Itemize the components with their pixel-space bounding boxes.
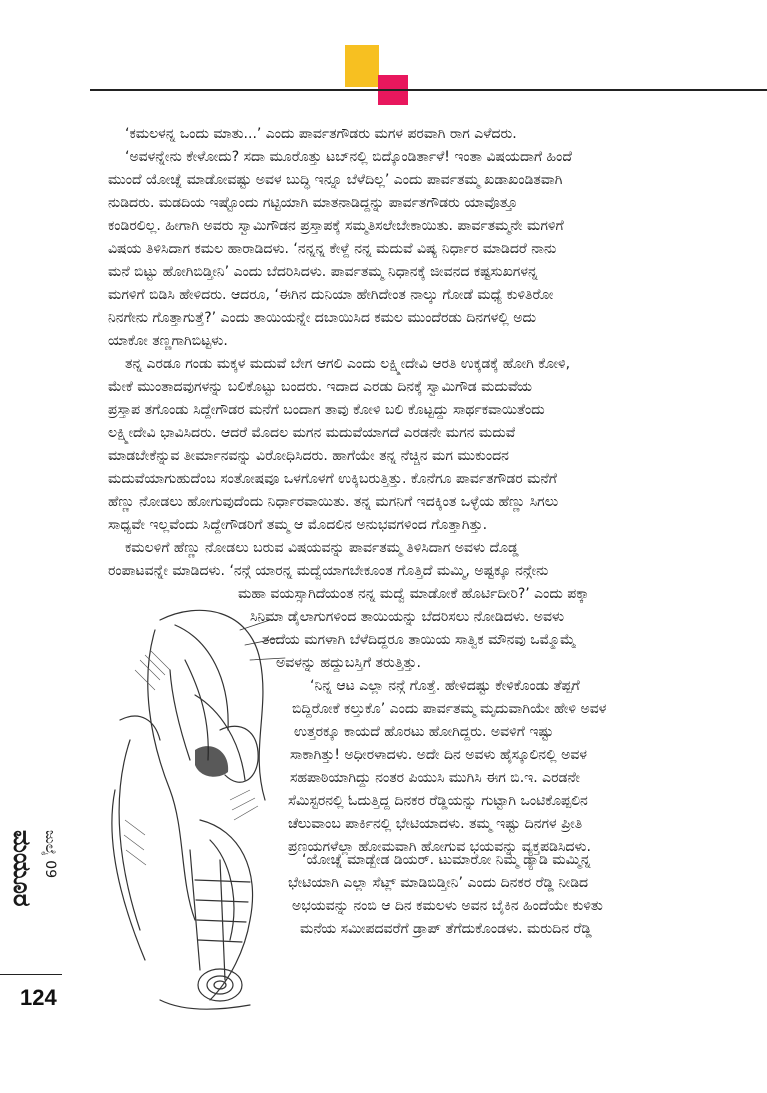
text-line: ಮಗಳಿಗೆ ಬಿಡಿಸಿ ಹೇಳಿದರು. ಆದರೂ, ‘ಈಗಿನ ದುನಿಯಾ ಹೇಗಿದೇಂತ ನಾಲ್ಕು ಗೋಡೆ ಮಧ್ಯೆ ಕುಳಿತಿರೋ xyxy=(108,287,554,303)
header-rule xyxy=(90,89,767,91)
text-line: ನುಡಿದರು. ಮಡದಿಯ ಇಷ್ಟೊಂದು ಗಟ್ಟಿಯಾಗಿ ಮಾತನಾಡಿದ್ದನ್ನು ಪಾರ್ವತಗೌಡರು ಯಾವೊತ್ತೂ xyxy=(108,195,518,211)
text-line: ಕಮಲಳಿಗೆ ಹೆಣ್ಣು ನೋಡಲು ಬರುವ ವಿಷಯವನ್ನು ಪಾರ್ವತಮ್ಮ ತಿಳಿಸಿದಾಗ ಅವಳು ದೊಡ್ಡ xyxy=(125,540,519,556)
text-line: ಯಾಕೋ ತಣ್ಣಗಾಗಿಬಿಟ್ಟಳು. xyxy=(108,333,228,349)
text-line: ಸಾಕಾಗಿತ್ತು! ಅಧೀರಳಾದಳು. ಅದೇ ದಿನ ಅವಳು ಹೈಸ್ಕೂಲಿನಲ್ಲಿ ಅವಳ xyxy=(290,747,587,763)
text-line: ‘ಯೋಚ್ನೆ ಮಾಡ್ಬೇಡ ಡಿಯರ್. ಟುಮಾರೋ ನಿಮ್ಮ ಡ್ಯಾಡಿ ಮಮ್ಮಿನ್ನ xyxy=(302,852,591,868)
text-line: ತಂದೆಯ ಮಗಳಾಗಿ ಬೆಳೆದಿದ್ದರೂ ತಾಯಿಯ ಸಾತ್ವಿಕ ಮೌನವು ಒಮ್ಮೊಮ್ಮೆ xyxy=(262,632,576,648)
text-line: ‘ಅವಳನ್ನೇನು ಕೇಳೋದು? ಸದಾ ಮೂರೊತ್ತು ಟಬ್‌ನಲ್ಲಿ ಬಿದ್ಕೊಂಡಿರ್ತಾಳೆ! ಇಂತಾ ವಿಷಯದಾಗೆ ಹಿಂದೆ xyxy=(125,149,572,165)
issue-date: ಜುಲೈ 09 xyxy=(42,830,58,879)
text-line: ಸಹಪಾಠಿಯಾಗಿದ್ದು ನಂತರ ಪಿಯುಸಿ ಮುಗಿಸಿ ಈಗ ಬಿ.ಇ. ಎರಡನೇ xyxy=(290,770,580,786)
text-line: ಹೆಣ್ಣು ನೋಡಲು ಹೋಗುವುದೆಂದು ನಿರ್ಧಾರವಾಯಿತು. ತನ್ನ ಮಗನಿಗೆ ಇದಕ್ಕಿಂತ ಒಳ್ಳೆಯ ಹೆಣ್ಣು ಸಿಗಲು xyxy=(108,494,559,510)
text-line: ವಿಷಯ ತಿಳಿಸಿದಾಗ ಕಮಲ ಹಾರಾಡಿದಳು. ‘ನನ್ನನ್ನ ಕೇಳ್ದೆ ನನ್ನ ಮದುವೆ ವಿಷ್ಯ ನಿರ್ಧಾರ ಮಾಡಿದರೆ ನಾನು xyxy=(108,241,557,257)
text-line: ‘ನಿನ್ನ ಆಟ ಎಲ್ಲಾ ನನ್ಗೆ ಗೊತ್ತೆ. ಹೇಳಿದಷ್ಟು ಕೇಳಿಕೊಂಡು ತೆಪ್ಪಗೆ xyxy=(310,678,580,694)
text-line: ತನ್ನ ಎರಡೂ ಗಂಡು ಮಕ್ಕಳ ಮದುವೆ ಬೇಗ ಆಗಲಿ ಎಂದು ಲಕ್ಷ್ಮೀದೇವಿ ಆರತಿ ಉಕ್ಕಡಕ್ಕೆ ಹೋಗಿ ಕೋಳಿ, xyxy=(125,356,571,372)
text-line: ಚೆಲುವಾಂಬ ಪಾರ್ಕಿನಲ್ಲಿ ಭೇಟಿಯಾದಳು. ತಮ್ಮ ಇಷ್ಟು ದಿನಗಳ ಪ್ರೀತಿ xyxy=(288,816,583,832)
text-line: ಪ್ರಸ್ತಾಪ ತಗೊಂಡು ಸಿದ್ದೇಗೌಡರ ಮನೆಗೆ ಬಂದಾಗ ತಾವು ಕೋಳಿ ಬಲಿ ಕೊಟ್ಟದ್ದು ಸಾರ್ಥಕವಾಯಿತೆಂದು xyxy=(108,402,545,418)
text-line: ಮಾಡಬೇಕೆನ್ನುವ ತೀರ್ಮಾನವನ್ನು ವಿರೋಧಿಸಿದರು. ಹಾಗೆಯೇ ತನ್ನ ನೆಚ್ಚಿನ ಮಗ ಮುಕುಂದನ xyxy=(108,448,509,464)
text-line: ಪ್ರಣಯಗಳೆಲ್ಲಾ ಹೋಮವಾಗಿ ಹೋಗುವ ಭಯವನ್ನು ವ್ಯಕ್ತಪಡಿಸಿದಳು. xyxy=(288,839,591,855)
footer-rule xyxy=(0,974,62,975)
text-line: ‘ಕಮಲಳನ್ನ ಒಂದು ಮಾತು...’ ಎಂದು ಪಾರ್ವತಗೌಡರು ಮಗಳ ಪರವಾಗಿ ರಾಗ ಎಳೆದರು. xyxy=(125,126,517,142)
text-line: ನಿನಗೇನು ಗೊತ್ತಾಗುತ್ತೆ?’ ಎಂದು ತಾಯಿಯನ್ನೇ ದಬಾಯಿಸಿದ ಕಮಲ ಮುಂದೆರಡು ದಿನಗಳಲ್ಲಿ ಅದು xyxy=(108,310,537,326)
text-line: ಸಾಧ್ಯವೇ ಇಲ್ಲವೆಂದು ಸಿದ್ದೇಗೌಡರಿಗೆ ತಮ್ಮ ಆ ಮೊದಲಿನ ಅನುಭವಗಳಿಂದ ಗೊತ್ತಾಗಿತ್ತು. xyxy=(108,517,488,533)
page-number: 124 xyxy=(20,985,57,1010)
magazine-side-label xyxy=(8,830,58,970)
text-line: ಅಭಯವನ್ನು ನಂಬಿ ಆ ದಿನ ಕಮಲಳು ಅವನ ಬೈಕಿನ ಹಿಂದೆಯೇ ಕುಳಿತು xyxy=(292,898,603,914)
text-line: ಮದುವೆಯಾಗುಹುದೆಂಬ ಸಂತೋಷವೂ ಒಳಗೊಳಗೆ ಉಕ್ಕಿಬರುತ್ತಿತ್ತು. ಕೊನೆಗೂ ಪಾರ್ವತಗೌಡರ ಮನೆಗೆ xyxy=(108,471,557,487)
text-line: ಬಿದ್ದಿರೋಕೆ ಕಲ್ತುಕೊ’ ಎಂದು ಪಾರ್ವತಮ್ಮ ಮೃದುವಾಗಿಯೇ ಹೇಳಿ ಅವಳ xyxy=(292,701,607,717)
text-line: ಮಹಾ ವಯಸ್ಸಾಗಿದೆಯಂತ ನನ್ನ ಮದ್ವೆ ಮಾಡೋಕೆ ಹೊರ್ಟಿದೀರಿ?’ ಎಂದು ಪಕ್ಕಾ xyxy=(238,586,589,602)
text-line: ಉತ್ತರಕ್ಕೂ ಕಾಯದೆ ಹೊರಟು ಹೋಗಿದ್ದರು. ಅವಳಿಗೆ ಇಷ್ಟು xyxy=(294,724,554,740)
text-line: ಸೆಮಿಸ್ಟರನಲ್ಲಿ ಓದುತ್ತಿದ್ದ ದಿನಕರ ರೆಡ್ಡಿಯನ್ನು ಗುಟ್ಟಾಗಿ ಒಂಟಿಕೊಪ್ಪಲಿನ xyxy=(288,793,588,809)
text-line: ಲಕ್ಷ್ಮೀದೇವಿ ಭಾವಿಸಿದರು. ಆದರೆ ಮೊದಲ ಮಗನ ಮದುವೆಯಾಗದೆ ಎರಡನೇ ಮಗನ ಮದುವೆ xyxy=(108,425,516,441)
text-line: ಕಂಡಿರಲಿಲ್ಲ. ಹೀಗಾಗಿ ಅವರು ಸ್ವಾಮಿಗೌಡನ ಪ್ರಸ್ತಾಪಕ್ಕೆ ಸಮ್ಮತಿಸಲೇಬೇಕಾಯಿತು. ಪಾರ್ವತಮ್ಮನೇ ಮಗಳಿಗೆ xyxy=(108,218,564,234)
magazine-title: ಮಯೂರ xyxy=(8,830,36,907)
text-line: ಮನೆಯ ಸಮೀಪದವರೆಗೆ ಡ್ರಾಪ್ ತೆಗೆದುಕೊಂಡಳು. ಮರುದಿನ ರೆಡ್ಡಿ xyxy=(300,921,592,937)
text-line: ಅವಳನ್ನು ಹದ್ದುಬಸ್ತಿಗೆ ತರುತ್ತಿತ್ತು. xyxy=(276,655,421,671)
text-line: ಭೇಟಿಯಾಗಿ ಎಲ್ಲಾ ಸೆಟ್ಲ್ ಮಾಡಿಬಿಡ್ತೀನಿ’ ಎಂದು ದಿನಕರ ರೆಡ್ಡಿ ನೀಡಿದ xyxy=(288,875,589,891)
header-yellow-block xyxy=(345,45,379,87)
text-line: ಮುಂದೆ ಯೋಚ್ನೆ ಮಾಡೋವಷ್ಟು ಅವಳ ಬುದ್ಧಿ ಇನ್ನೂ ಬೆಳೆದಿಲ್ಲ’ ಎಂದು ಪಾರ್ವತಮ್ಮ ಖಡಾಖಂಡಿತವಾಗಿ xyxy=(108,172,563,188)
text-line: ಮನೆ ಬಿಟ್ಟು ಹೋಗಿಬಿಡ್ತೀನಿ’ ಎಂದು ಬೆದರಿಸಿದಳು. ಪಾರ್ವತಮ್ಮ ನಿಧಾನಕ್ಕೆ ಜೀವನದ ಕಷ್ಟಸುಖಗಳನ್ನ xyxy=(108,264,538,280)
text-line: ಮೇಕೆ ಮುಂತಾದವುಗಳನ್ನು ಬಲಿಕೊಟ್ಟು ಬಂದರು. ಇದಾದ ಎರಡು ದಿನಕ್ಕೆ ಸ್ವಾಮಿಗೌಡ ಮದುವೆಯ xyxy=(108,379,533,395)
text-line: ರಂಪಾಟವನ್ನೇ ಮಾಡಿದಳು. ‘ನನ್ಗೆ ಯಾರನ್ನ ಮದ್ವೆಯಾಗಬೇಕೂಂತ ಗೊತ್ತಿದೆ ಮಮ್ಮಿ, ಅಷ್ಟಕ್ಕೂ ನನ್ಗೇನು xyxy=(108,563,549,579)
text-line: ಸಿನಿಮಾ ಡೈಲಾಗುಗಳಿಂದ ತಾಯಿಯನ್ನು ಬೆದರಿಸಲು ನೋಡಿದಳು. ಅವಳು xyxy=(250,609,565,625)
